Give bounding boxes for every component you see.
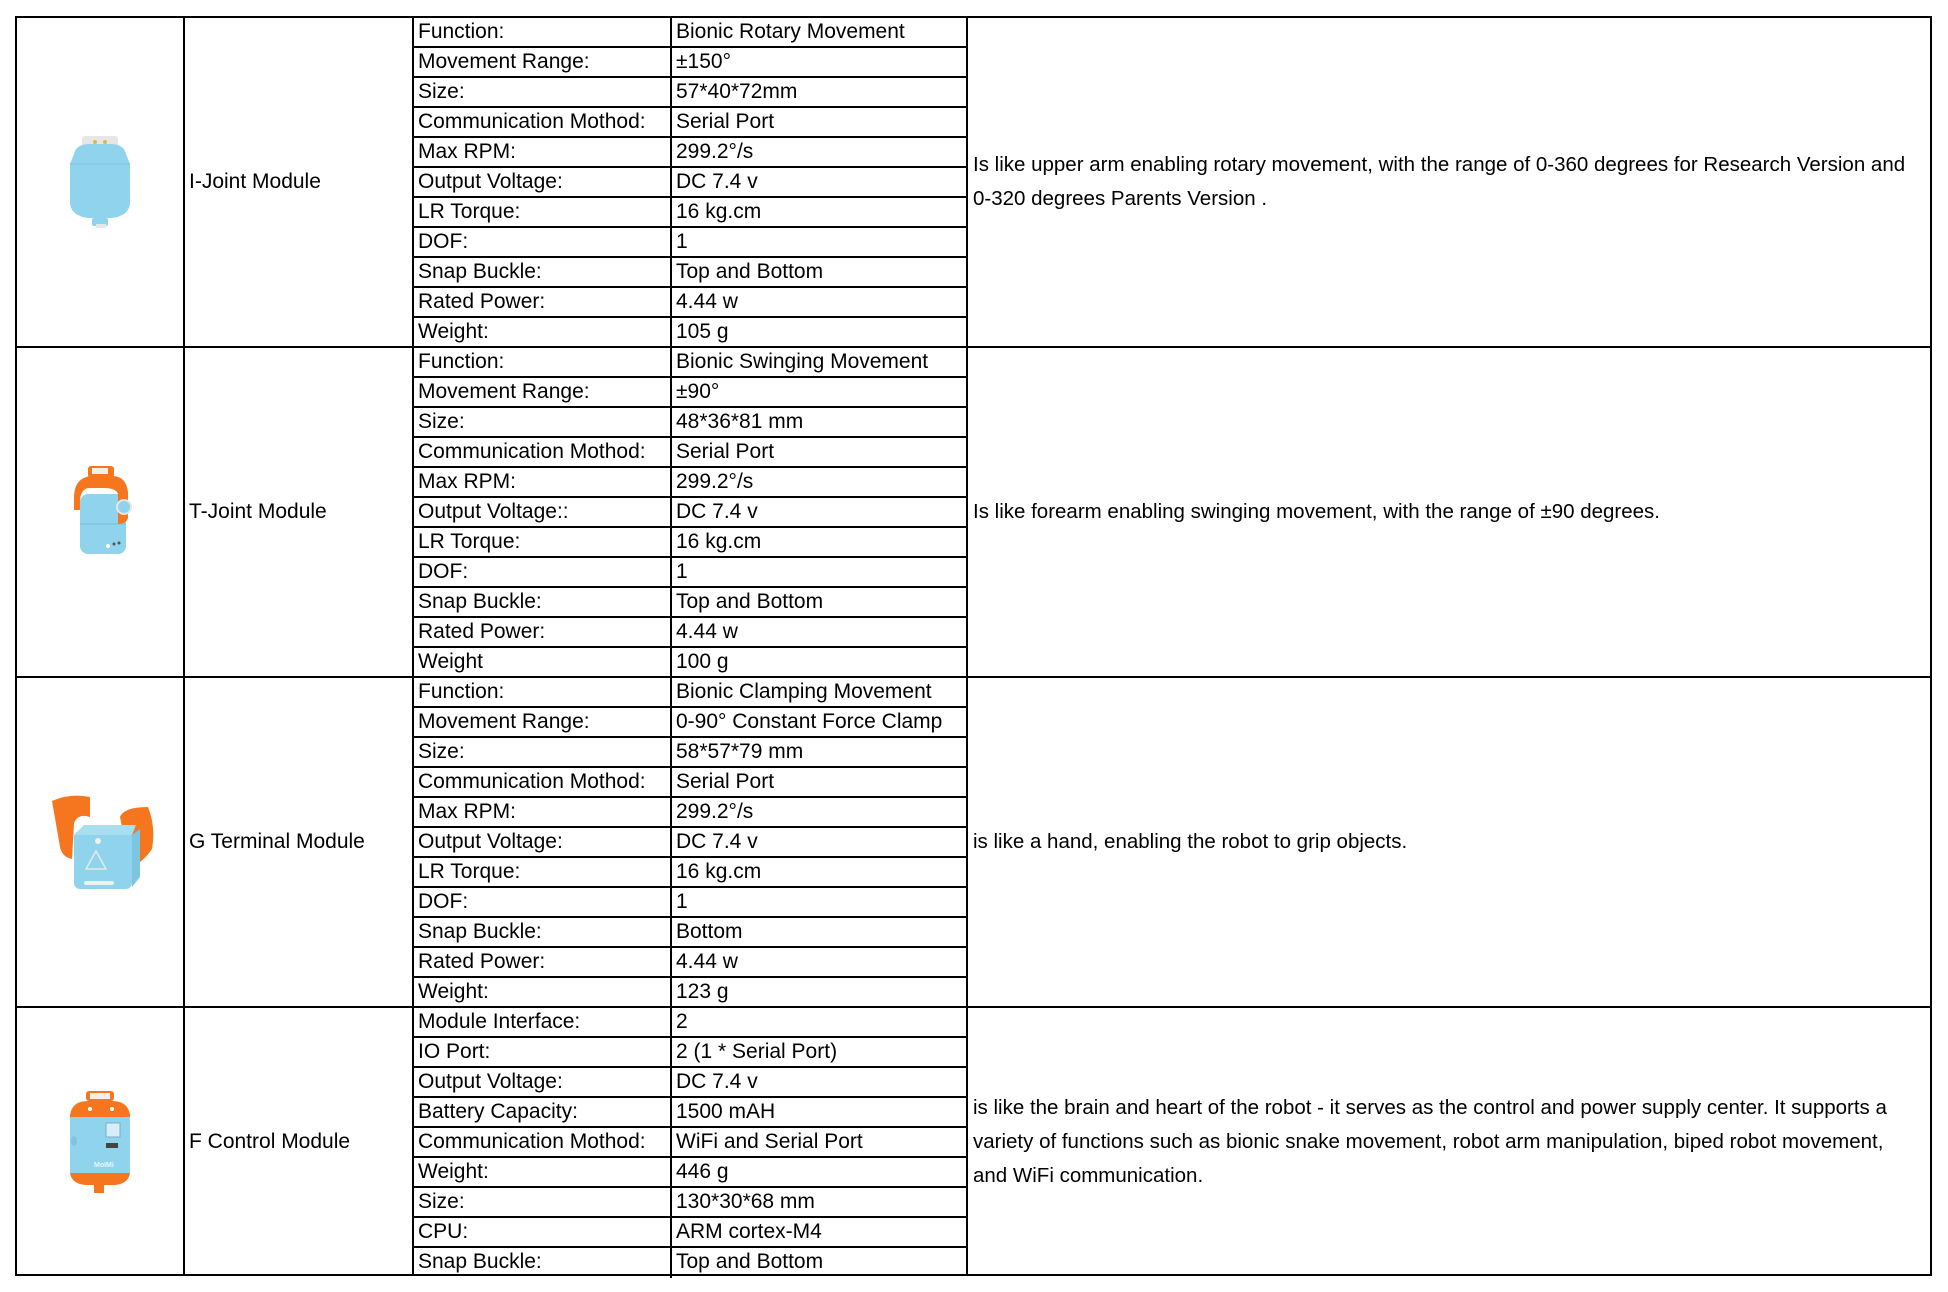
spec-row bbox=[414, 618, 966, 648]
spec-value: Top and Bottom bbox=[670, 588, 966, 616]
spec-value: 0-90° Constant Force Clamp bbox=[670, 708, 966, 736]
t-joint-module-icon bbox=[60, 462, 140, 562]
module-name: F Control Module bbox=[185, 1008, 414, 1276]
spec-label: Snap Buckle: bbox=[418, 590, 542, 613]
spec-value: 446 g bbox=[670, 1158, 966, 1186]
spec-label: Function: bbox=[418, 680, 505, 703]
module-description: is like a hand, enabling the robot to grip objects. bbox=[973, 830, 1408, 853]
spec-label: Output Voltage: bbox=[418, 830, 563, 853]
spec-list bbox=[414, 678, 968, 1006]
spec-value: 105 g bbox=[670, 318, 966, 348]
module-description: Is like upper arm enabling rotary movement, with the range of 0-360 degrees for Research Version and 0-320 degrees Parents Version . bbox=[973, 153, 1906, 210]
spec-label: LR Torque: bbox=[418, 860, 521, 883]
spec-value: 299.2°/s bbox=[670, 138, 966, 166]
spec-value: 2 (1 * Serial Port) bbox=[670, 1038, 966, 1066]
spec-row bbox=[414, 1188, 966, 1218]
spec-label: Function: bbox=[418, 350, 505, 373]
spec-label: Max RPM: bbox=[418, 800, 517, 823]
spec-list bbox=[414, 348, 968, 676]
spec-label: Output Voltage: bbox=[418, 170, 563, 193]
spec-row bbox=[414, 228, 966, 258]
spec-value: ±150° bbox=[670, 48, 966, 76]
spec-label: Weight bbox=[418, 650, 483, 673]
spec-value: 1 bbox=[670, 558, 966, 586]
g-terminal-module-icon bbox=[40, 787, 160, 897]
spec-value: 2 bbox=[670, 1008, 966, 1036]
spec-value: WiFi and Serial Port bbox=[670, 1128, 966, 1156]
module-image-cell bbox=[17, 1008, 185, 1276]
spec-value: 299.2°/s bbox=[670, 468, 966, 496]
spec-row bbox=[414, 1218, 966, 1248]
spec-row bbox=[414, 888, 966, 918]
spec-row bbox=[414, 828, 966, 858]
spec-value: Bionic Rotary Movement bbox=[670, 18, 966, 46]
spec-label: Movement Range: bbox=[418, 50, 590, 73]
spec-label: Communication Mothod: bbox=[418, 440, 646, 463]
spec-label: DOF: bbox=[418, 560, 469, 583]
spec-label: LR Torque: bbox=[418, 200, 521, 223]
spec-value: 57*40*72mm bbox=[670, 78, 966, 106]
spec-value: DC 7.4 v bbox=[670, 498, 966, 526]
spec-row bbox=[414, 798, 966, 828]
spec-label: Communication Mothod: bbox=[418, 1130, 646, 1153]
spec-label: CPU: bbox=[418, 1220, 469, 1243]
spec-label: Snap Buckle: bbox=[418, 1250, 542, 1273]
spec-label: Weight: bbox=[418, 980, 489, 1003]
spec-value: 100 g bbox=[670, 648, 966, 678]
spec-value: Serial Port bbox=[670, 768, 966, 796]
spec-row bbox=[414, 708, 966, 738]
spec-value: ARM cortex-M4 bbox=[670, 1218, 966, 1246]
module-name: I-Joint Module bbox=[185, 18, 414, 346]
spec-value: Top and Bottom bbox=[670, 258, 966, 286]
spec-label: Function: bbox=[418, 20, 505, 43]
spec-row bbox=[414, 1128, 966, 1158]
spec-row bbox=[414, 1008, 966, 1038]
spec-row bbox=[414, 768, 966, 798]
spec-label: Module Interface: bbox=[418, 1010, 581, 1033]
spec-value: 16 kg.cm bbox=[670, 528, 966, 556]
spec-label: Size: bbox=[418, 80, 465, 103]
spec-row bbox=[414, 18, 966, 48]
module-image-cell bbox=[17, 348, 185, 676]
spec-value: 123 g bbox=[670, 978, 966, 1008]
spec-row bbox=[414, 78, 966, 108]
spec-label: Rated Power: bbox=[418, 620, 546, 643]
spec-value: 1500 mAH bbox=[670, 1098, 966, 1126]
spec-label: Communication Mothod: bbox=[418, 770, 646, 793]
spec-row bbox=[414, 918, 966, 948]
spec-row bbox=[414, 198, 966, 228]
spec-row bbox=[414, 588, 966, 618]
spec-row bbox=[414, 678, 966, 708]
spec-value: Serial Port bbox=[670, 108, 966, 136]
spec-row bbox=[414, 48, 966, 78]
module-name: G Terminal Module bbox=[185, 678, 414, 1006]
spec-row bbox=[414, 168, 966, 198]
spec-label: Battery Capacity: bbox=[418, 1100, 578, 1123]
spec-row bbox=[414, 378, 966, 408]
spec-value: 1 bbox=[670, 888, 966, 916]
spec-value: 299.2°/s bbox=[670, 798, 966, 826]
spec-row bbox=[414, 558, 966, 588]
spec-row bbox=[414, 1068, 966, 1098]
module-description: is like the brain and heart of the robot - it serves as the control and power supply center. It supports a variety of functions such as bionic snake movement, robot arm manipulation, biped robot movement, and WiFi communication. bbox=[973, 1096, 1887, 1187]
spec-list bbox=[414, 1008, 968, 1276]
spec-row bbox=[414, 498, 966, 528]
spec-label: DOF: bbox=[418, 890, 469, 913]
spec-value: 16 kg.cm bbox=[670, 858, 966, 886]
spec-row bbox=[414, 1248, 966, 1278]
spec-value: 4.44 w bbox=[670, 948, 966, 976]
spec-row bbox=[414, 468, 966, 498]
spec-label: Size: bbox=[418, 740, 465, 763]
spec-value: DC 7.4 v bbox=[670, 828, 966, 856]
spec-label: DOF: bbox=[418, 230, 469, 253]
i-joint-module-icon bbox=[60, 132, 140, 232]
module-row-i-joint bbox=[17, 18, 1930, 348]
spec-row bbox=[414, 738, 966, 768]
spec-label: Movement Range: bbox=[418, 380, 590, 403]
spec-label: Output Voltage: bbox=[418, 1070, 563, 1093]
spec-value: Serial Port bbox=[670, 438, 966, 466]
spec-row bbox=[414, 348, 966, 378]
spec-value: 58*57*79 mm bbox=[670, 738, 966, 766]
spec-value: 48*36*81 mm bbox=[670, 408, 966, 436]
spec-value: 130*30*68 mm bbox=[670, 1188, 966, 1216]
module-row-g-terminal bbox=[17, 678, 1930, 1008]
spec-label: Snap Buckle: bbox=[418, 920, 542, 943]
spec-value: Bottom bbox=[670, 918, 966, 946]
spec-value: DC 7.4 v bbox=[670, 1068, 966, 1096]
spec-value: 4.44 w bbox=[670, 618, 966, 646]
spec-row bbox=[414, 288, 966, 318]
spec-value: 1 bbox=[670, 228, 966, 256]
spec-value: 4.44 w bbox=[670, 288, 966, 316]
spec-label: Weight: bbox=[418, 320, 489, 343]
module-image-cell bbox=[17, 18, 185, 346]
spec-value: DC 7.4 v bbox=[670, 168, 966, 196]
spec-label: Movement Range: bbox=[418, 710, 590, 733]
spec-row bbox=[414, 318, 966, 348]
module-image-cell bbox=[17, 678, 185, 1006]
spec-row bbox=[414, 1158, 966, 1188]
moimi-logo-text: MoIMi bbox=[94, 1162, 114, 1169]
spec-label: Max RPM: bbox=[418, 140, 517, 163]
spec-row bbox=[414, 1098, 966, 1128]
spec-row bbox=[414, 648, 966, 678]
spec-row bbox=[414, 528, 966, 558]
spec-label: Communication Mothod: bbox=[418, 110, 646, 133]
spec-label: Max RPM: bbox=[418, 470, 517, 493]
spec-label: Rated Power: bbox=[418, 950, 546, 973]
spec-value: Bionic Swinging Movement bbox=[670, 348, 966, 376]
module-description: Is like forearm enabling swinging movement, with the range of ±90 degrees. bbox=[973, 500, 1660, 523]
module-spec-table bbox=[15, 16, 1932, 1276]
spec-value: Bionic Clamping Movement bbox=[670, 678, 966, 706]
spec-value: Top and Bottom bbox=[670, 1248, 966, 1278]
module-name: T-Joint Module bbox=[185, 348, 414, 676]
spec-row bbox=[414, 138, 966, 168]
spec-list bbox=[414, 18, 968, 346]
spec-row bbox=[414, 1038, 966, 1068]
spec-row bbox=[414, 948, 966, 978]
spec-label: Size: bbox=[418, 1190, 465, 1213]
spec-row bbox=[414, 408, 966, 438]
spec-row bbox=[414, 108, 966, 138]
spec-label: Output Voltage:: bbox=[418, 500, 569, 523]
spec-row bbox=[414, 978, 966, 1008]
spec-label: Snap Buckle: bbox=[418, 260, 542, 283]
spec-row bbox=[414, 858, 966, 888]
spec-label: Size: bbox=[418, 410, 465, 433]
module-row-f-control bbox=[17, 1008, 1930, 1276]
spec-label: Rated Power: bbox=[418, 290, 546, 313]
spec-value: ±90° bbox=[670, 378, 966, 406]
spec-row bbox=[414, 438, 966, 468]
f-control-module-icon bbox=[60, 1087, 140, 1197]
spec-label: LR Torque: bbox=[418, 530, 521, 553]
spec-value: 16 kg.cm bbox=[670, 198, 966, 226]
spec-label: IO Port: bbox=[418, 1040, 491, 1063]
spec-row bbox=[414, 258, 966, 288]
module-row-t-joint bbox=[17, 348, 1930, 678]
spec-label: Weight: bbox=[418, 1160, 489, 1183]
